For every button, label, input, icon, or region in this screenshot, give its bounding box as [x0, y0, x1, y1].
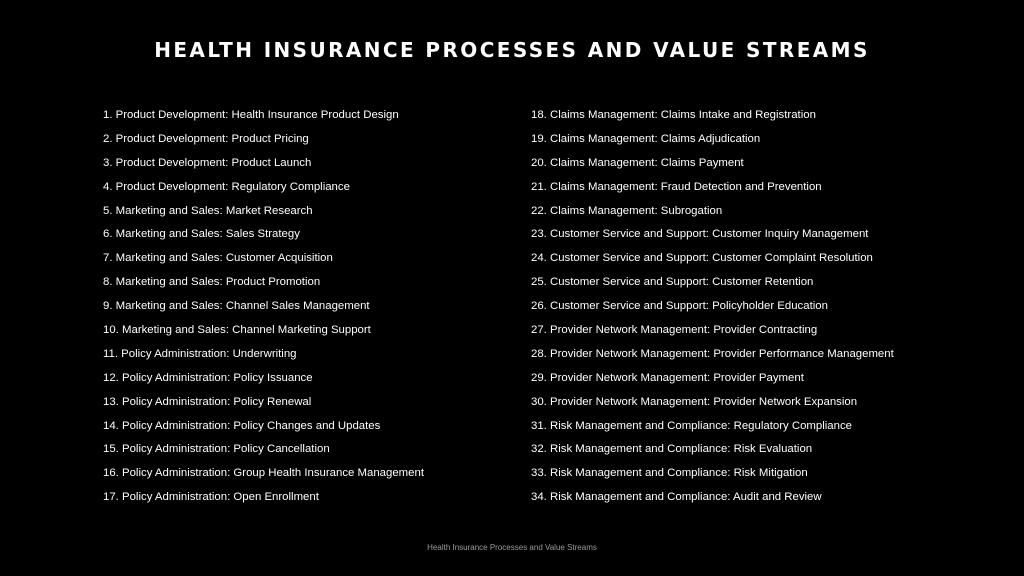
list-item: 12. Policy Administration: Policy Issuance [103, 371, 313, 384]
list-item: 9. Marketing and Sales: Channel Sales Management [103, 300, 370, 313]
list-item: 26. Customer Service and Support: Policyholder Education [531, 300, 828, 313]
list-item: 17. Policy Administration: Open Enrollment [103, 491, 319, 504]
list-item: 7. Marketing and Sales: Customer Acquisition [103, 252, 333, 265]
list-item: 13. Policy Administration: Policy Renewal [103, 395, 312, 408]
list-item: 14. Policy Administration: Policy Changes and Updates [103, 419, 381, 432]
list-item: 20. Claims Management: Claims Payment [531, 156, 744, 169]
list-item: 28. Provider Network Management: Provider Performance Management [531, 347, 894, 360]
slide-title: HEALTH INSURANCE PROCESSES AND VALUE STREAMS [154, 38, 870, 62]
list-item: 19. Claims Management: Claims Adjudication [531, 132, 761, 145]
list-item: 30. Provider Network Management: Provider Network Expansion [531, 395, 858, 408]
list-item: 3. Product Development: Product Launch [103, 156, 312, 169]
list-item: 11. Policy Administration: Underwriting [103, 347, 297, 360]
process-list-left [103, 105, 424, 511]
list-item: 22. Claims Management: Subrogation [531, 204, 723, 217]
list-item: 8. Marketing and Sales: Product Promotion [103, 276, 321, 289]
list-item: 5. Marketing and Sales: Market Research [103, 204, 313, 217]
list-item: 16. Policy Administration: Group Health Insurance Management [103, 467, 425, 480]
list-item: 33. Risk Management and Compliance: Risk Mitigation [531, 467, 808, 480]
list-item: 18. Claims Management: Claims Intake and Registration [531, 109, 816, 121]
list-item: 21. Claims Management: Fraud Detection and Prevention [531, 180, 822, 193]
list-item: 29. Provider Network Management: Provider Payment [531, 371, 804, 384]
list-item: 4. Product Development: Regulatory Compliance [103, 180, 350, 193]
list-item: 31. Risk Management and Compliance: Regulatory Compliance [531, 419, 853, 432]
list-item: 1. Product Development: Health Insurance Product Design [103, 109, 399, 121]
list-item: 23. Customer Service and Support: Customer Inquiry Management [531, 228, 869, 241]
list-item: 2. Product Development: Product Pricing [103, 132, 309, 145]
list-item: 34. Risk Management and Compliance: Audit and Review [531, 491, 822, 504]
list-item: 25. Customer Service and Support: Customer Retention [531, 276, 814, 289]
list-item: 6. Marketing and Sales: Sales Strategy [103, 228, 300, 241]
list-item: 32. Risk Management and Compliance: Risk Evaluation [531, 443, 813, 456]
list-item: 24. Customer Service and Support: Customer Complaint Resolution [531, 252, 873, 265]
list-item: 10. Marketing and Sales: Channel Marketing Support [103, 324, 371, 337]
process-list-right [531, 105, 894, 511]
slide-footer: Health Insurance Processes and Value Streams [427, 543, 597, 552]
list-item: 15. Policy Administration: Policy Cancellation [103, 443, 330, 456]
list-item: 27. Provider Network Management: Provider Contracting [531, 324, 818, 337]
